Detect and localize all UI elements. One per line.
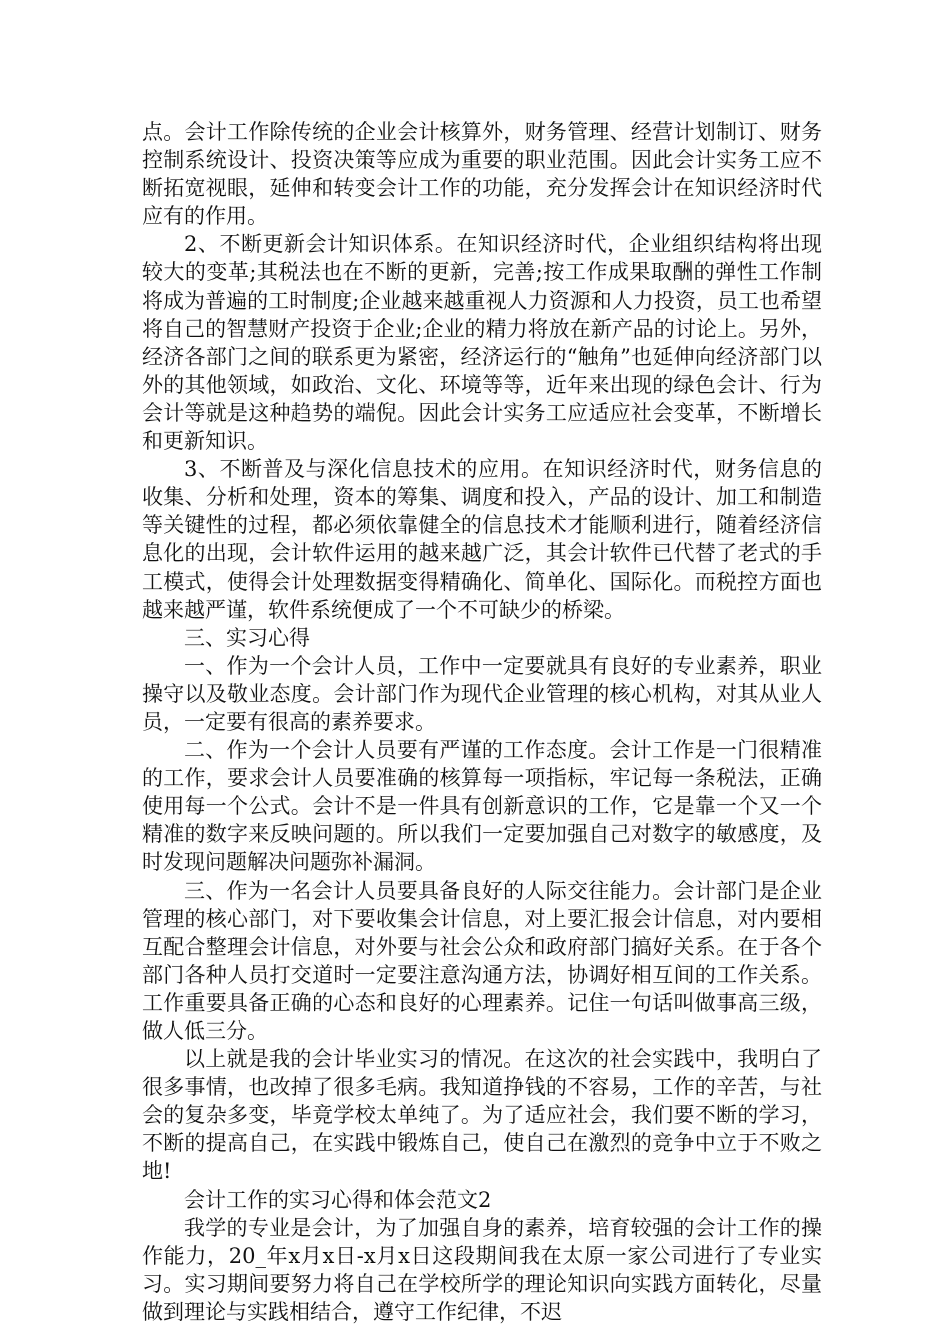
paragraph-update-knowledge: 2、不断更新会计知识体系。在知识经济时代，企业组织结构将出现较大的变革;其税法也在不断的更新，完善;按工作成果取酬的弹性工作制将成为普遍的工时制度;企业越来越重视人力资源和人力投资，员工也希望将自己的智慧财产投资于企业;企业的精力将放在新产品的讨论上。另外，经济各部门之间的联系更为紧密，经济运行的“触角”也延伸向经济部门以外的其他领域，如政治、文化、环境等等，近年来出现的绿色会计、行为会计等就是这种趋势的端倪。因此会计实务工应适应社会变革，不断增长和更新知识。: [142, 232, 822, 454]
paragraph-continuation: 点。会计工作除传统的企业会计核算外，财务管理、经营计划制订、财务控制系统设计、投资决策等应成为重要的职业范围。因此会计实务工应不断拓宽视眼，延伸和转变会计工作的功能，充分发挥会计在知识经济时代应有的作用。: [142, 120, 822, 229]
paragraph-insight-one: 一、作为一个会计人员，工作中一定要就具有良好的专业素养，职业操守以及敬业态度。会计部门作为现代企业管理的核心机构，对其从业人员，一定要有很高的素养要求。: [142, 653, 822, 734]
paragraph-summary: 以上就是我的会计毕业实习的情况。在这次的社会实践中，我明白了很多事情，也改掉了很多毛病。我知道挣钱的不容易，工作的辛苦，与社会的复杂多变，毕竟学校太单纯了。为了适应社会，我们要不断的学习，不断的提高自己，在实践中锻炼自己，使自己在激烈的竞争中立于不败之地!: [142, 1047, 822, 1184]
paragraph-information-technology: 3、不断普及与深化信息技术的应用。在知识经济时代，财务信息的收集、分析和处理，资本的筹集、调度和投入，产品的设计、加工和制造等关键性的过程，都必须依靠健全的信息技术才能顺利进行，随着经济信息化的出现，会计软件运用的越来越广泛，其会计软件已代替了老式的手工模式，使得会计处理数据变得精确化、简单化、国际化。而税控方面也越来越严谨，软件系统便成了一个不可缺少的桥梁。: [142, 457, 822, 622]
paragraph-insight-two: 二、作为一个会计人员要有严谨的工作态度。会计工作是一门很精准的工作，要求会计人员要准确的核算每一项指标，牢记每一条税法，正确使用每一个公式。会计不是一件具有创新意识的工作，它是靠一个又一个精准的数字来反映问题的。所以我们一定要加强自己对数字的敏感度，及时发现问题解决问题弥补漏洞。: [142, 738, 822, 875]
document-body: [142, 118, 822, 1326]
paragraph-insight-three: 三、作为一名会计人员要具备良好的人际交往能力。会计部门是企业管理的核心部门，对下要收集会计信息，对上要汇报会计信息，对内要相互配合整理会计信息，对外要与社会公众和政府部门搞好关系。在于各个部门各种人员打交道时一定要注意沟通方法，协调好相互间的工作关系。工作重要具备正确的心态和良好的心理素养。记住一句话叫做事高三级，做人低三分。: [142, 878, 822, 1043]
paragraph-essay-two-intro: 我学的专业是会计，为了加强自身的素养，培育较强的会计工作的操作能力，20_年x月x日-x月x日这段期间我在太原一家公司进行了专业实习。实习期间要努力将自己在学校所学的理论知识向实践方面转化，尽量做到理论与实践相结合，遵守工作纪律，不迟: [142, 1215, 822, 1324]
sample-essay-title: 会计工作的实习心得和体会范文2: [184, 1187, 492, 1212]
section-heading-internship-insights: 三、实习心得: [184, 625, 310, 650]
